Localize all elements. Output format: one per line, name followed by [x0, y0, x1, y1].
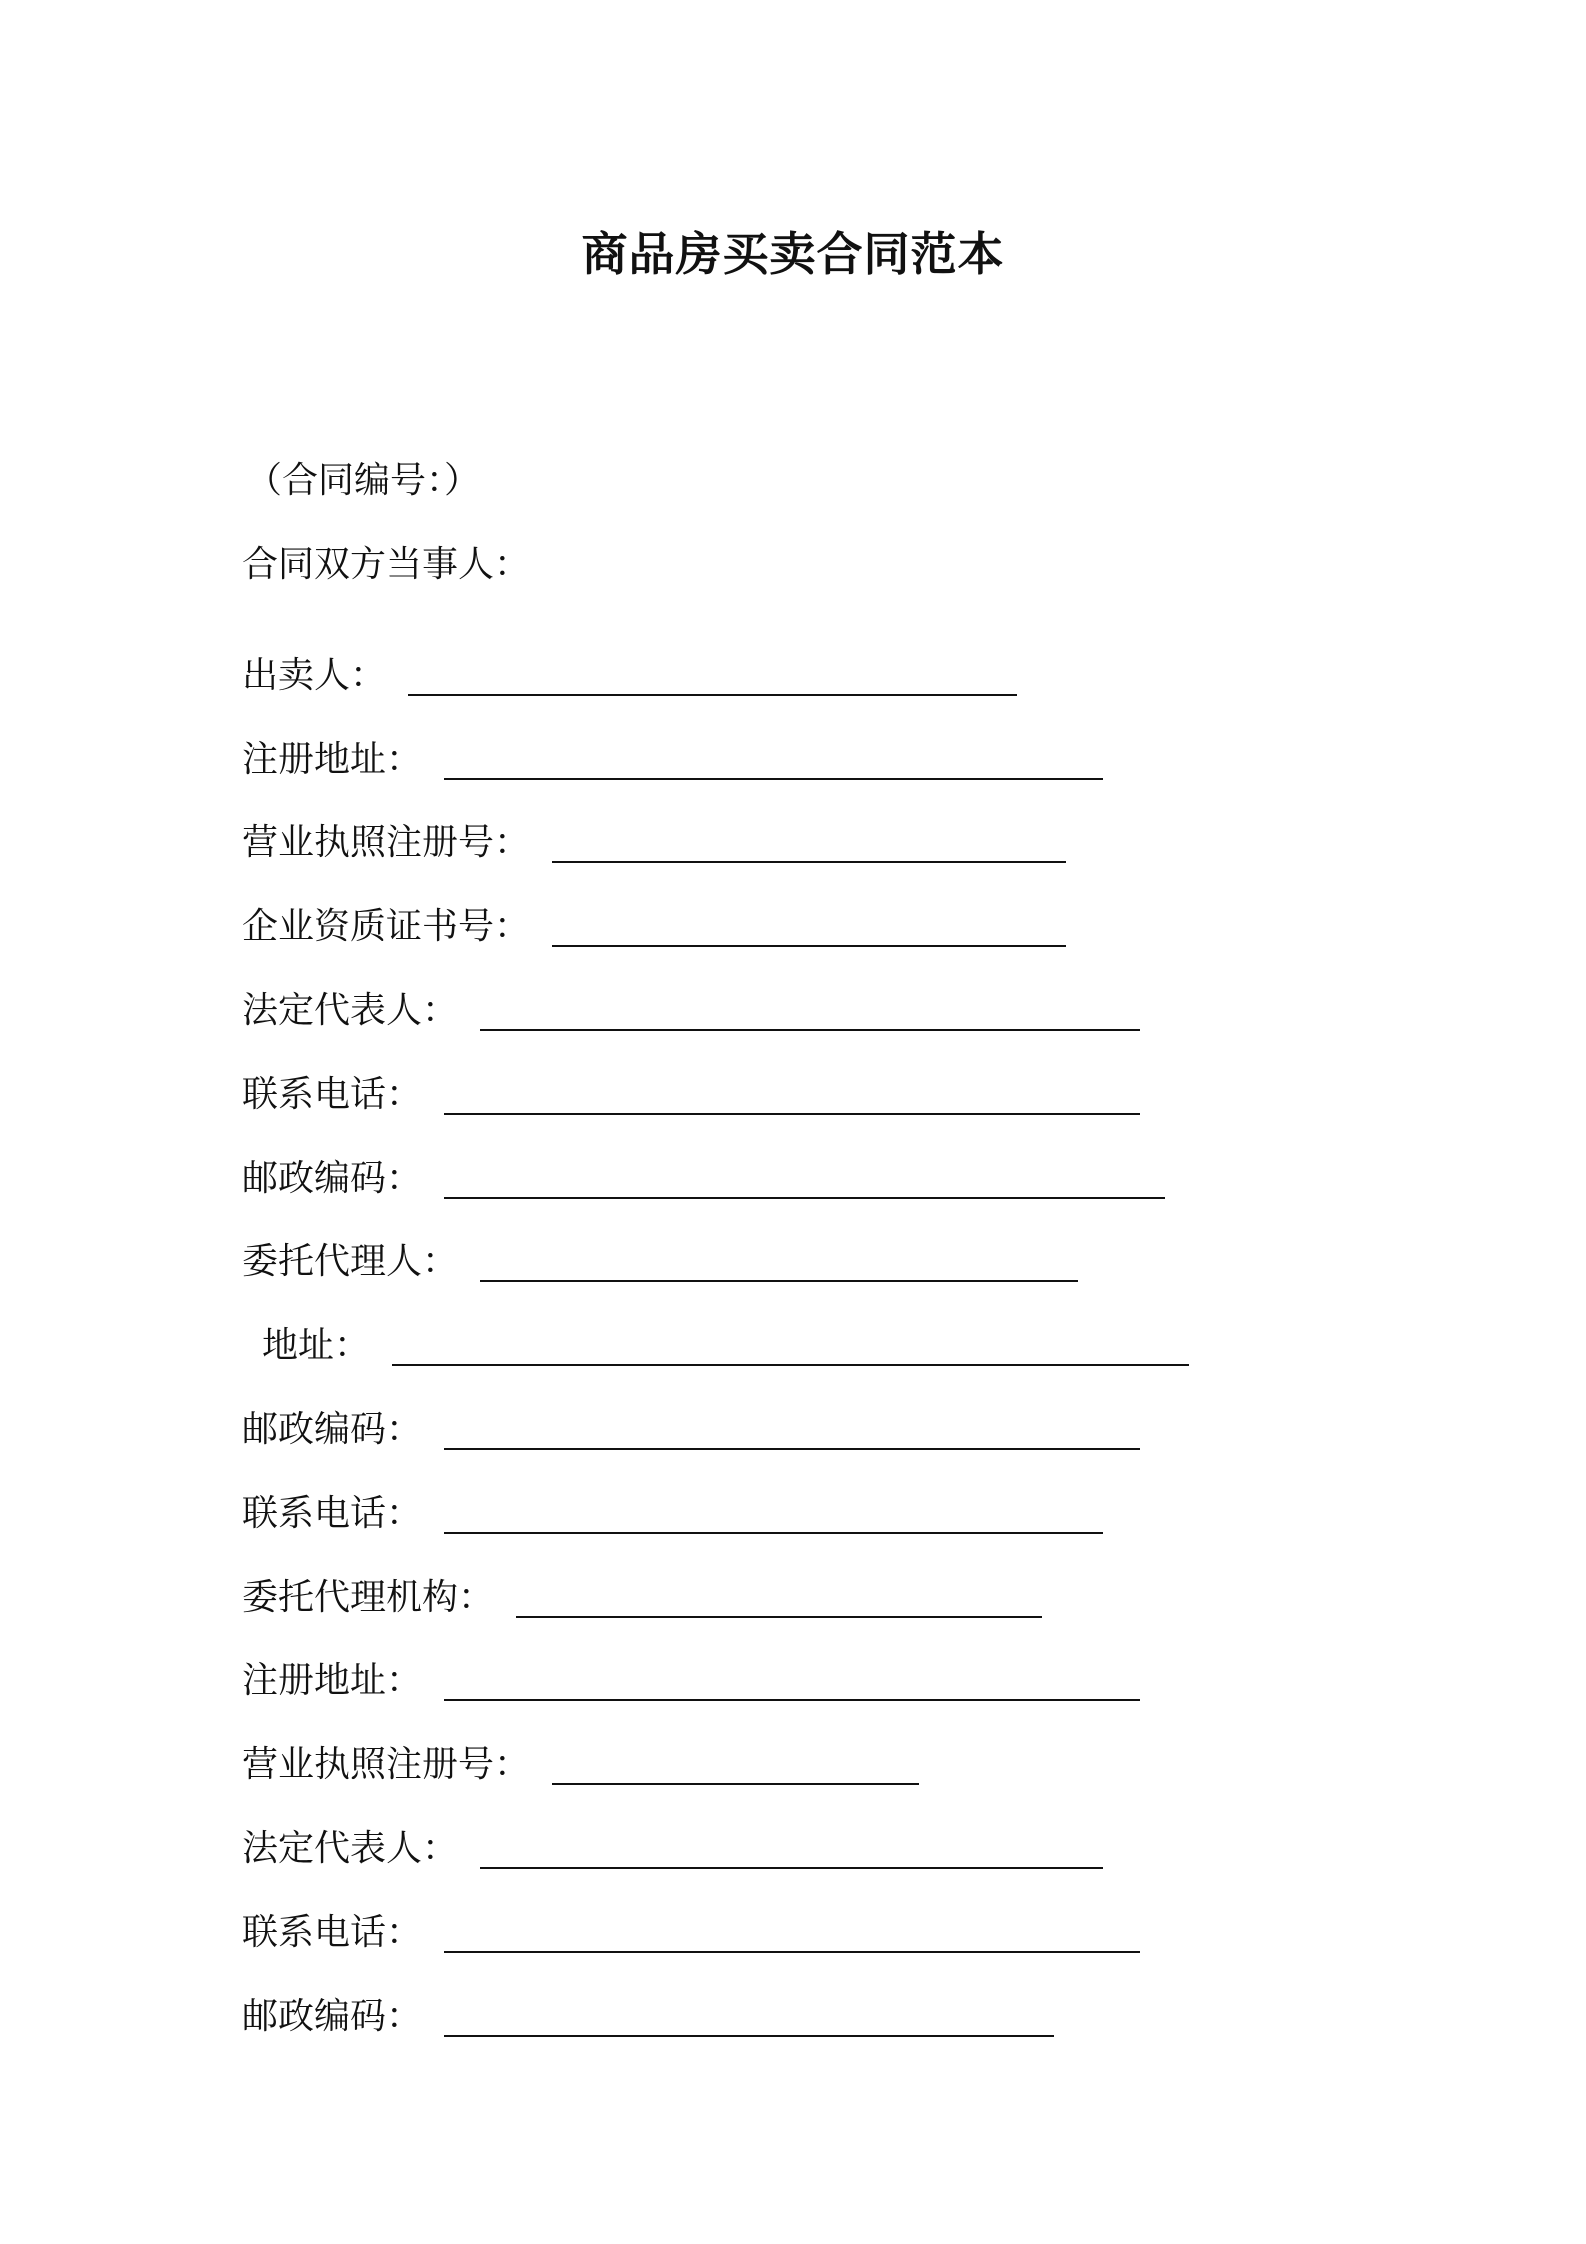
field-label: 邮政编码： [242, 1408, 423, 1450]
seller-field [242, 618, 1472, 702]
agency-registered-address-field [242, 1624, 1472, 1708]
agency-business-license-field [242, 1707, 1472, 1791]
qualification-certificate-field [242, 869, 1472, 953]
field-label: 出卖人： [242, 654, 387, 696]
contract-number-label: （合同编号：） [246, 460, 481, 501]
field-label: 委托代理人： [242, 1241, 459, 1283]
fill-blank[interactable] [392, 1364, 1189, 1366]
fill-blank[interactable] [516, 1616, 1041, 1618]
fill-blank[interactable] [444, 1113, 1140, 1115]
agent-postal-code-field [242, 1372, 1472, 1456]
field-label: 法定代表人： [242, 1827, 459, 1869]
fill-blank[interactable] [444, 778, 1103, 780]
field-label: 营业执照注册号： [242, 1744, 531, 1786]
field-label: 营业执照注册号： [242, 822, 531, 864]
business-license-field [242, 786, 1472, 870]
phone-field [242, 1037, 1472, 1121]
fill-blank[interactable] [480, 1029, 1140, 1031]
fill-blank[interactable] [552, 945, 1066, 947]
fill-blank[interactable] [444, 1448, 1140, 1450]
field-label: 委托代理机构： [242, 1576, 495, 1618]
agent-field [242, 1205, 1472, 1289]
fill-blank[interactable] [444, 1197, 1164, 1199]
agency-postal-code-field [242, 1959, 1472, 2043]
field-label: 地址： [262, 1325, 371, 1367]
field-label: 联系电话： [242, 1492, 423, 1534]
fill-blank[interactable] [552, 1783, 918, 1785]
fill-blank[interactable] [480, 1280, 1078, 1282]
agency-phone-field [242, 1875, 1472, 1959]
fill-blank[interactable] [552, 861, 1066, 863]
fill-blank[interactable] [480, 1867, 1103, 1869]
registered-address-field [242, 702, 1472, 786]
agent-address-field [242, 1288, 1472, 1372]
fill-blank[interactable] [444, 2035, 1054, 2037]
agency-legal-representative-field [242, 1791, 1472, 1875]
field-list [242, 618, 1472, 2043]
field-label: 联系电话： [242, 1911, 423, 1953]
fill-blank[interactable] [444, 1699, 1140, 1701]
fill-blank[interactable] [408, 694, 1017, 696]
agency-field [242, 1540, 1472, 1624]
field-label: 注册地址： [242, 738, 423, 780]
agent-phone-field [242, 1456, 1472, 1540]
field-label: 法定代表人： [242, 989, 459, 1031]
fill-blank[interactable] [444, 1532, 1103, 1534]
document-title: 商品房买卖合同范本 [581, 227, 1005, 281]
fill-blank[interactable] [444, 1951, 1140, 1953]
field-label: 邮政编码： [242, 1995, 423, 2037]
field-label: 企业资质证书号： [242, 906, 531, 948]
parties-heading: 合同双方当事人： [242, 544, 531, 585]
legal-representative-field [242, 953, 1472, 1037]
field-label: 邮政编码： [242, 1157, 423, 1199]
field-label: 联系电话： [242, 1073, 423, 1115]
field-label: 注册地址： [242, 1660, 423, 1702]
postal-code-field [242, 1121, 1472, 1205]
